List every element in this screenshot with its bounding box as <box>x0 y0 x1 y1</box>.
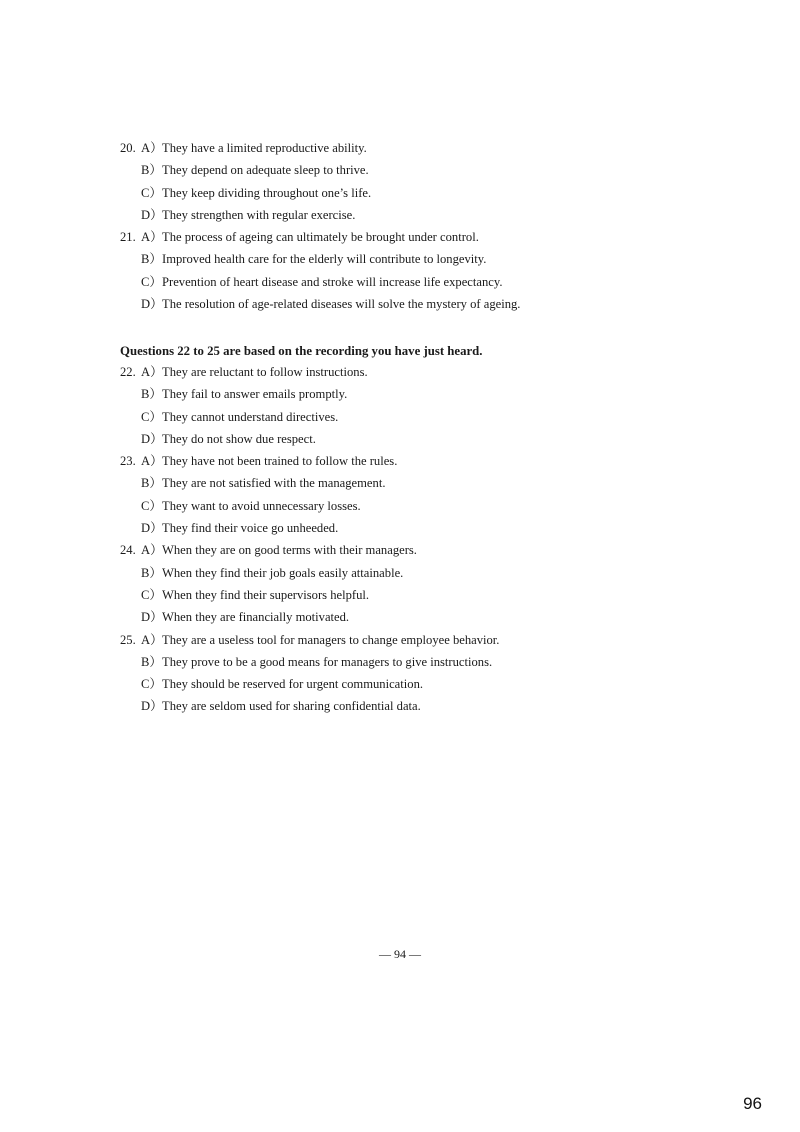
page-footer: — 94 — <box>379 947 421 961</box>
question-number: 23. <box>120 454 136 469</box>
option-text: They fail to answer emails promptly. <box>162 387 348 402</box>
option-line <box>0 361 800 383</box>
option-line <box>0 383 800 405</box>
option-text: They keep dividing throughout one’s life. <box>162 185 372 200</box>
option-line <box>0 137 800 159</box>
option-letter: B） <box>141 387 162 402</box>
option-letter: D） <box>141 521 163 536</box>
option-line <box>0 629 800 651</box>
option-line <box>0 182 800 204</box>
option-text: They are reluctant to follow instructions. <box>162 365 368 379</box>
option-text: They depend on adequate sleep to thrive. <box>162 163 369 178</box>
option-letter: A） <box>141 632 163 647</box>
option-line <box>0 651 800 673</box>
question-23 <box>0 450 800 539</box>
option-letter: B） <box>141 476 162 491</box>
option-letter: D） <box>141 297 163 312</box>
option-text: They want to avoid unnecessary losses. <box>162 498 361 513</box>
option-text: When they find their job goals easily attainable. <box>162 565 404 580</box>
question-number: 20. <box>120 141 136 155</box>
section-heading: Questions 22 to 25 are based on the recording you have just heard. <box>120 344 483 358</box>
option-text: The process of ageing can ultimately be brought under control. <box>162 230 479 245</box>
option-letter: C） <box>141 498 162 513</box>
question-21 <box>0 226 800 315</box>
option-line <box>0 428 800 450</box>
option-line <box>0 248 800 270</box>
option-letter: B） <box>141 163 162 178</box>
option-line <box>0 159 800 181</box>
option-line <box>0 293 800 315</box>
option-text: They strengthen with regular exercise. <box>162 207 356 222</box>
option-line <box>0 673 800 695</box>
option-letter: D） <box>141 699 163 714</box>
option-line <box>0 606 800 628</box>
option-text: They do not show due respect. <box>162 431 316 446</box>
question-24 <box>0 539 800 628</box>
question-group-20-21 <box>0 137 800 315</box>
option-text: They are a useless tool for managers to change employee behavior. <box>162 632 500 647</box>
page-corner-number: 96 <box>743 1094 762 1113</box>
option-letter: C） <box>141 274 162 289</box>
question-number: 25. <box>120 632 136 647</box>
option-letter: B） <box>141 252 162 267</box>
option-text: They have a limited reproductive ability. <box>162 141 367 155</box>
option-letter: C） <box>141 587 162 602</box>
option-line <box>0 204 800 226</box>
question-22 <box>0 361 800 450</box>
option-letter: C） <box>141 677 162 692</box>
option-text: They are not satisfied with the management. <box>162 476 386 491</box>
option-letter: C） <box>141 409 162 424</box>
option-text: They prove to be a good means for managers to give instructions. <box>162 654 493 669</box>
option-letter: D） <box>141 610 163 625</box>
option-text: They are seldom used for sharing confidential data. <box>162 699 421 714</box>
option-line <box>0 472 800 494</box>
option-line <box>0 695 800 717</box>
option-text: When they are financially motivated. <box>162 610 350 625</box>
option-letter: B） <box>141 565 162 580</box>
option-line <box>0 539 800 561</box>
option-line <box>0 271 800 293</box>
option-line <box>0 517 800 539</box>
question-number: 21. <box>120 230 136 245</box>
option-line <box>0 495 800 517</box>
option-letter: B） <box>141 654 162 669</box>
option-text: They cannot understand directives. <box>162 409 339 424</box>
question-20 <box>0 137 800 226</box>
option-text: The resolution of age-related diseases will solve the mystery of ageing. <box>162 297 521 312</box>
option-line <box>0 584 800 606</box>
option-letter: D） <box>141 431 163 446</box>
option-line <box>0 450 800 472</box>
option-text: When they find their supervisors helpful. <box>162 587 370 602</box>
question-group-22-25 <box>0 361 800 718</box>
option-letter: D） <box>141 207 163 222</box>
option-text: They have not been trained to follow the rules. <box>162 454 398 469</box>
option-text: They should be reserved for urgent communication. <box>162 677 424 692</box>
option-letter: A） <box>141 141 163 155</box>
option-line <box>0 562 800 584</box>
question-number: 22. <box>120 365 136 379</box>
option-text: They find their voice go unheeded. <box>162 521 339 536</box>
option-letter: A） <box>141 543 163 558</box>
option-text: Prevention of heart disease and stroke will increase life expectancy. <box>162 274 503 289</box>
question-number: 24. <box>120 543 136 558</box>
option-text: When they are on good terms with their managers. <box>162 543 417 558</box>
option-text: Improved health care for the elderly will contribute to longevity. <box>162 252 487 267</box>
option-line <box>0 226 800 248</box>
question-25 <box>0 629 800 718</box>
option-letter: A） <box>141 365 163 379</box>
option-line <box>0 406 800 428</box>
option-letter: C） <box>141 185 162 200</box>
option-letter: A） <box>141 454 163 469</box>
option-letter: A） <box>141 230 163 245</box>
